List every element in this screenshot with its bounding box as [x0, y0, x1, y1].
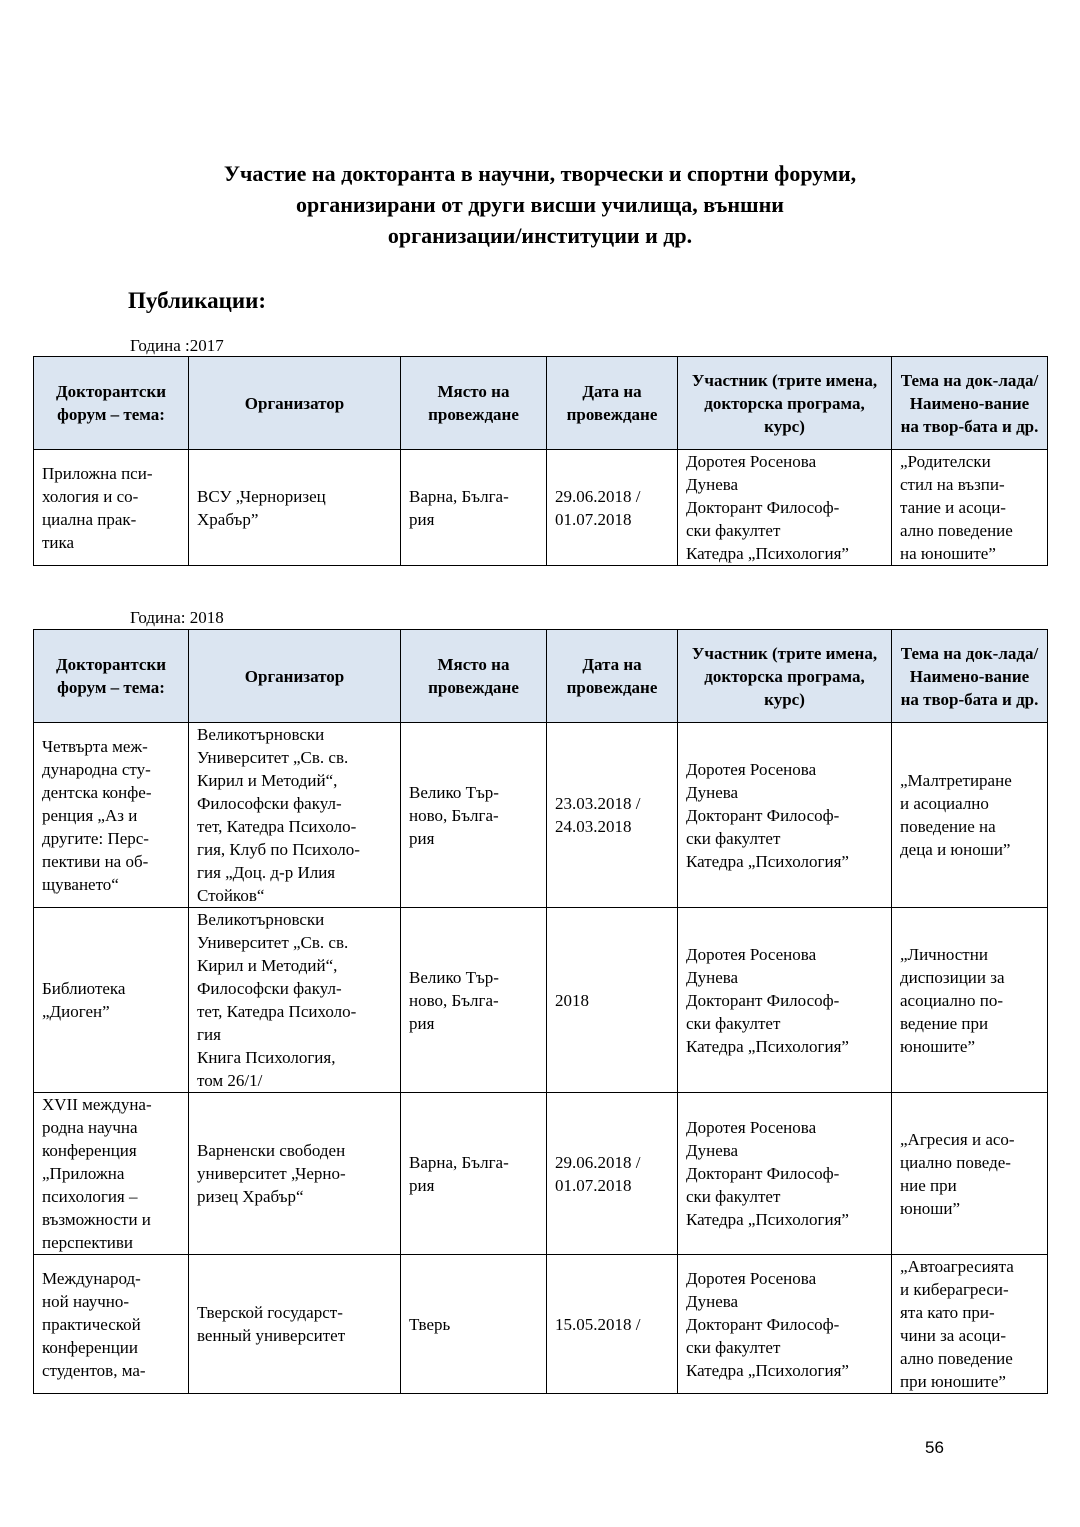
cell-date: 2018 — [547, 908, 678, 1093]
cell-date: 15.05.2018 / — [547, 1255, 678, 1394]
cell-participant: Доротея Росенова Дунева Докторант Философ- ски факултет Катедра „Психология” — [678, 1255, 892, 1394]
cell-venue: Тверь — [401, 1255, 547, 1394]
cell-report-topic: „Агресия и асо- циално поведе- ние при юноши” — [892, 1093, 1048, 1255]
header-participant: Участник (трите имена, докторска програма, курс) — [678, 357, 892, 450]
header-forum-topic: Докторантски форум – тема: — [34, 357, 189, 450]
cell-report-topic: „Личностни диспозиции за асоциално по- ведение при юношите” — [892, 908, 1048, 1093]
cell-forum-topic: Библиотека „Диоген” — [34, 908, 189, 1093]
year-label-2018: Година: 2018 — [130, 608, 224, 627]
cell-report-topic: „Малтретиране и асоциално поведение на деца и юноши” — [892, 723, 1048, 908]
table-row — [34, 908, 1048, 1093]
title-line-1: Участие на докторанта в научни, творчески и спортни форуми, — [223, 161, 857, 186]
table-row — [34, 450, 1048, 566]
cell-venue: Велико Тър- ново, Бълга- рия — [401, 723, 547, 908]
header-date: Дата на провеждане — [547, 357, 678, 450]
cell-participant: Доротея Росенова Дунева Докторант Философ- ски факултет Катедра „Психология” — [678, 1093, 892, 1255]
cell-organizer: ВСУ „Черноризец Храбър” — [189, 450, 401, 566]
header-forum-topic: Докторантски форум – тема: — [34, 630, 189, 723]
cell-forum-topic: Международ- ной научно- практической конференции студентов, ма- — [34, 1255, 189, 1394]
header-organizer: Организатор — [189, 357, 401, 450]
cell-date: 29.06.2018 / 01.07.2018 — [547, 450, 678, 566]
table-row — [34, 1255, 1048, 1394]
cell-organizer: Тверской государст- венный университет — [189, 1255, 401, 1394]
cell-venue: Велико Тър- ново, Бълга- рия — [401, 908, 547, 1093]
title-line-3: организации/институции и др. — [387, 223, 693, 248]
cell-organizer: Варненски свободен университет „Черно- ризец Храбър“ — [189, 1093, 401, 1255]
page-title — [100, 158, 980, 251]
cell-report-topic: „Родителски стил на възпи- тание и асоци- ално поведение на юношите” — [892, 450, 1048, 566]
table-row — [34, 1093, 1048, 1255]
cell-forum-topic: Четвърта меж- дународна сту- дентска конфе- ренция „Аз и другите: Перс- пективи на об- щуването“ — [34, 723, 189, 908]
header-participant: Участник (трите имена, докторска програма, курс) — [678, 630, 892, 723]
section-title-publications: Публикации: — [128, 288, 266, 313]
cell-participant: Доротея Росенова Дунева Докторант Философ- ски факултет Катедра „Психология” — [678, 723, 892, 908]
forums-table-2017 — [33, 356, 1048, 566]
table-header-row — [34, 357, 1048, 450]
cell-venue: Варна, Бълга- рия — [401, 1093, 547, 1255]
cell-organizer: Великотърновски Университет „Св. св. Кирил и Методий“, Философски факул- тет, Катедра Психоло- гия Книга Психология, том 26/1/ — [189, 908, 401, 1093]
cell-venue: Варна, Бълга- рия — [401, 450, 547, 566]
forums-table-2018 — [33, 629, 1048, 1394]
table-header-row — [34, 630, 1048, 723]
cell-forum-topic: Приложна пси- хология и со- циална прак- тика — [34, 450, 189, 566]
cell-date: 23.03.2018 / 24.03.2018 — [547, 723, 678, 908]
cell-organizer: Великотърновски Университет „Св. св. Кирил и Методий“, Философски факул- тет, Катедра Психоло- гия, Клуб по Психоло- гия „Доц. д-р Илия Стойков“ — [189, 723, 401, 908]
cell-report-topic: „Автоагресията и кибeрагреси- ята като при- чини за асоци- ално поведение при юношите” — [892, 1255, 1048, 1394]
header-venue: Място на провеждане — [401, 630, 547, 723]
header-report-topic: Тема на док-лада/Наимено-вание на твор-бата и др. — [892, 357, 1048, 450]
header-report-topic: Тема на док-лада/Наимено-вание на твор-бата и др. — [892, 630, 1048, 723]
cell-date: 29.06.2018 / 01.07.2018 — [547, 1093, 678, 1255]
cell-participant: Доротея Росенова Дунева Докторант Философ- ски факултет Катедра „Психология” — [678, 908, 892, 1093]
table-row — [34, 723, 1048, 908]
header-organizer: Организатор — [189, 630, 401, 723]
cell-forum-topic: XVII междуна- родна научна конференция „Приложна психология – възможности и перспективи — [34, 1093, 189, 1255]
title-line-2: организирани от други висши училища, външни — [296, 192, 784, 217]
page-number: 56 — [925, 1438, 944, 1457]
cell-participant: Доротея Росенова Дунева Докторант Философ- ски факултет Катедра „Психология” — [678, 450, 892, 566]
header-date: Дата на провеждане — [547, 630, 678, 723]
header-venue: Място на провеждане — [401, 357, 547, 450]
year-label-2017: Година :2017 — [130, 336, 224, 355]
